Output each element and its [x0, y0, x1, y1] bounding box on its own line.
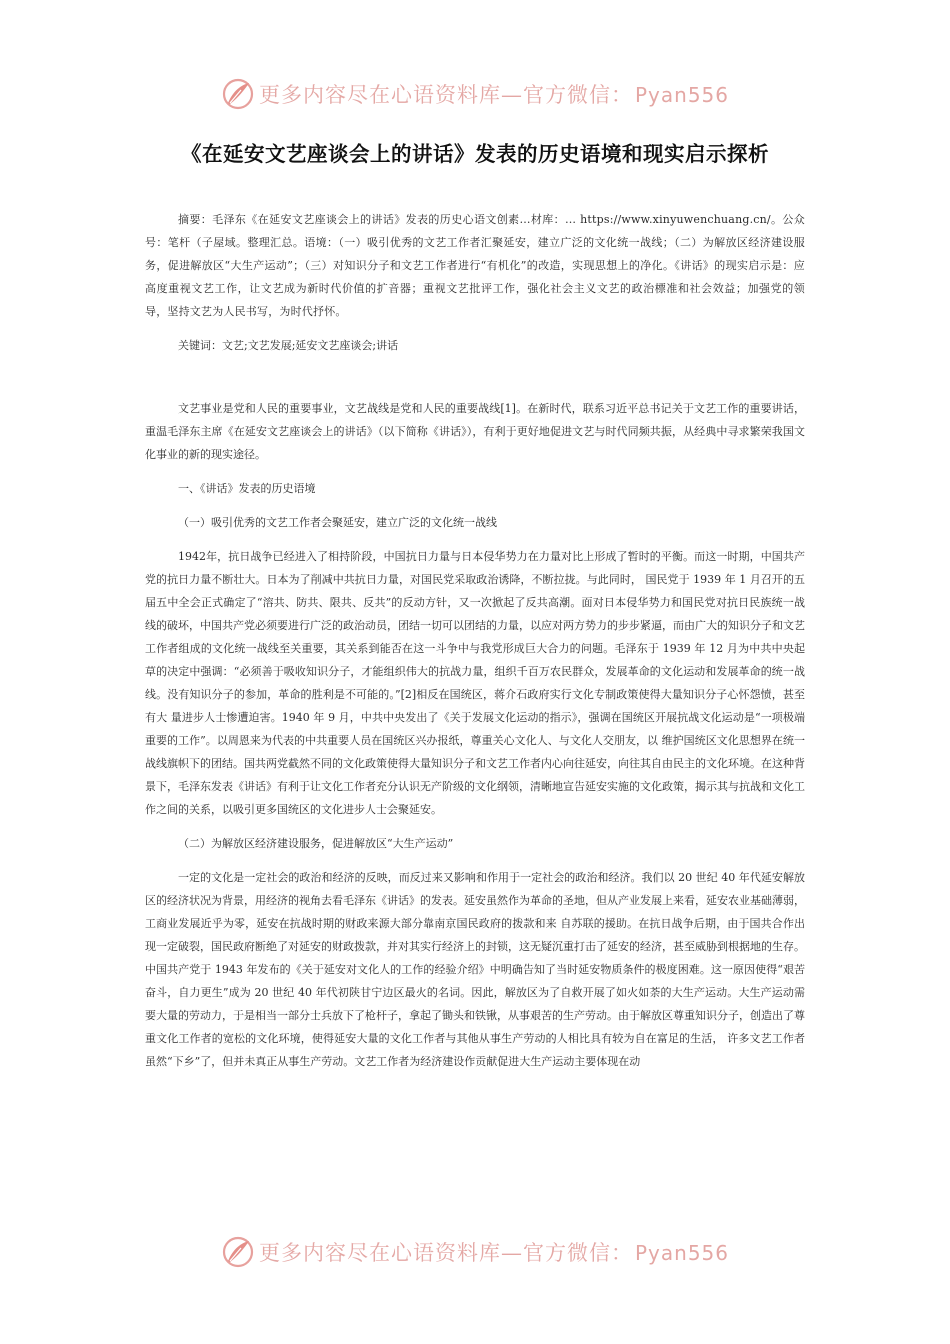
wechat-id: Pyan556	[634, 1241, 729, 1265]
keywords: 关键词：文艺;文艺发展;延安文艺座谈会;讲话	[178, 339, 399, 352]
article-body	[145, 208, 805, 1073]
body-paragraph-2: 一定的文化是一定社会的政治和经济的反映，而反过来又影响和作用于一定社会的政治和经济。我们以 20 世纪 40 年代延安解放区的经济状况为背景，用经济的视角去看毛泽东《讲话》的发表。延安虽然作为革命的圣地，但从产业发展上来看，延安农业基础薄弱，工商业发展近乎为零，延安在抗战时期的财政来源大部分靠南京国民政府的拨款和来 自苏联的援助。在抗日战争后期，由于国共合作出现一定破裂，国民政府断绝了对延安的财政拨款，并对其实行经济上的封锁，这无疑沉重打击了延安的经济，甚至威胁到根据地的生存。中国共产党于 1943 年发布的《关于延安对文化人的工作的经验介绍》中明确告知了当时延安物质条件的极度困难。这一原因使得“艰苦奋斗，自力更生”成为 20 世纪 40 年代初陕甘宁边区最火的名词。因此，解放区为了自救开展了如火如荼的大生产运动。大生产运动需要大量的劳动力，于是相当一部分士兵放下了枪杆子，拿起了锄头和铁锹，从事艰苦的生产劳动。由于解放区尊重知识分子，创造出了尊重文化工作者的宽松的文化环境，使得延安大量的文化工作者与其他从事生产劳动的人相比具有较为自在富足的生活， 许多文艺工作者虽然“下乡”了，但并未真正从事生产劳动。文艺工作者为经济建设作贡献促进大生产运动主要体现在动	[145, 871, 805, 1068]
subsection-heading-1: （一）吸引优秀的文艺工作者会聚延安，建立广泛的文化统一战线	[178, 516, 497, 529]
body-paragraph-1: 1942年，抗日战争已经进入了相持阶段，中国抗日力量与日本侵华势力在力量对比上形成了暂时的平衡。而这一时期，中国共产党的抗日力量不断壮大。日本为了削减中共抗日力量，对国民党采取政治诱降，不断拉拢。与此同时， 国民党于 1939 年 1 月召开的五届五中全会正式确定了“溶共、防共、限共、反共”的反动方针，又一次掀起了反共高潮。面对日本侵华势力和国民党对抗日民族统一战线的破坏，中国共产党必须要进行广泛的政治动员，团结一切可以团结的力量，以应对两方势力的步步紧逼，而由广大的知识分子和文艺工作者组成的文化统一战线至关重要，其关系到能否在这一斗争中与我党形成巨大合力的问题。毛泽东于 1939 年 12 月为中共中央起草的决定中强调：“必须善于吸收知识分子，才能组织伟大的抗战力量，组织千百万农民群众，发展革命的文化运动和发展革命的统一战线。没有知识分子的参加，革命的胜利是不可能的。”[2]相反在国统区，蒋介石政府实行文化专制政策使得大量知识分子心怀怨愤，甚至有大 量进步人士惨遭迫害。1940 年 9 月，中共中央发出了《关于发展文化运动的指示》，强调在国统区开展抗战文化运动是“一项极端重要的工作”。以周恩来为代表的中共重要人员在国统区兴办报纸，尊重关心文化人、与文化人交朋友，以 维护国统区文化思想界在统一战线旗帜下的团结。国共两党截然不同的文化政策使得大量知识分子和文艺工作者内心向往延安，向往其自由民主的文化环境。在这种背景下，毛泽东发表《讲话》有利于让文化工作者充分认识无产阶级的文化纲领，清晰地宣告延安实施的文化政策，揭示其与抗战和文化工作之间的关系，以吸引更多国统区的文化进步人士会聚延安。	[145, 550, 805, 816]
quill-logo-icon	[221, 77, 255, 111]
quill-logo-icon	[221, 1235, 255, 1269]
page-title: 《在延安文艺座谈会上的讲话》发表的历史语境和现实启示探析	[181, 142, 769, 166]
watermark-text: 更多内容尽在心语资料库—官方微信： Pyan556	[258, 83, 729, 107]
subsection-heading-2: （二）为解放区经济建设服务，促进解放区“大生产运动”	[178, 837, 454, 850]
intro-paragraph: 文艺事业是党和人民的重要事业，文艺战线是党和人民的重要战线[1]。在新时代，联系习近平总书记关于文艺工作的重要讲话，重温毛泽东主席《在延安文艺座谈会上的讲话》（以下简称《讲话》），有利于更好地促进文艺与时代同频共振，从经典中寻求繁荣我国文化事业的新的现实途径。	[145, 402, 805, 461]
section-heading-1: 一、《讲话》发表的历史语境	[178, 482, 316, 495]
watermark-text: 更多内容尽在心语资料库—官方微信： Pyan556	[258, 1241, 729, 1265]
abstract: 摘要：毛泽东《在延安文艺座谈会上的讲话》发表的历史心语文创素…材库：… https://www.xinyuwenchuang.cn/。公众号：笔杆（子屋域。整理汇总。语境：（一）吸引优秀的文艺工作者汇聚延安，建立广泛的文化统一战线；（二）为解放区经济建设服务，促进解放区“大生产运动”；（三）对知识分子和文艺工作者进行“有机化”的改造，实现思想上的净化。《讲话》的现实启示是：应高度重视文艺工作，让文艺成为新时代价值的扩音器；重视文艺批评工作，强化社会主义文艺的政治標准和社会效益；加强党的领导，坚持文艺为人民书写，为时代抒怀。	[145, 213, 805, 318]
wechat-id: Pyan556	[634, 83, 729, 107]
watermark-banner-top	[0, 72, 950, 116]
watermark-banner-bottom	[0, 1230, 950, 1274]
